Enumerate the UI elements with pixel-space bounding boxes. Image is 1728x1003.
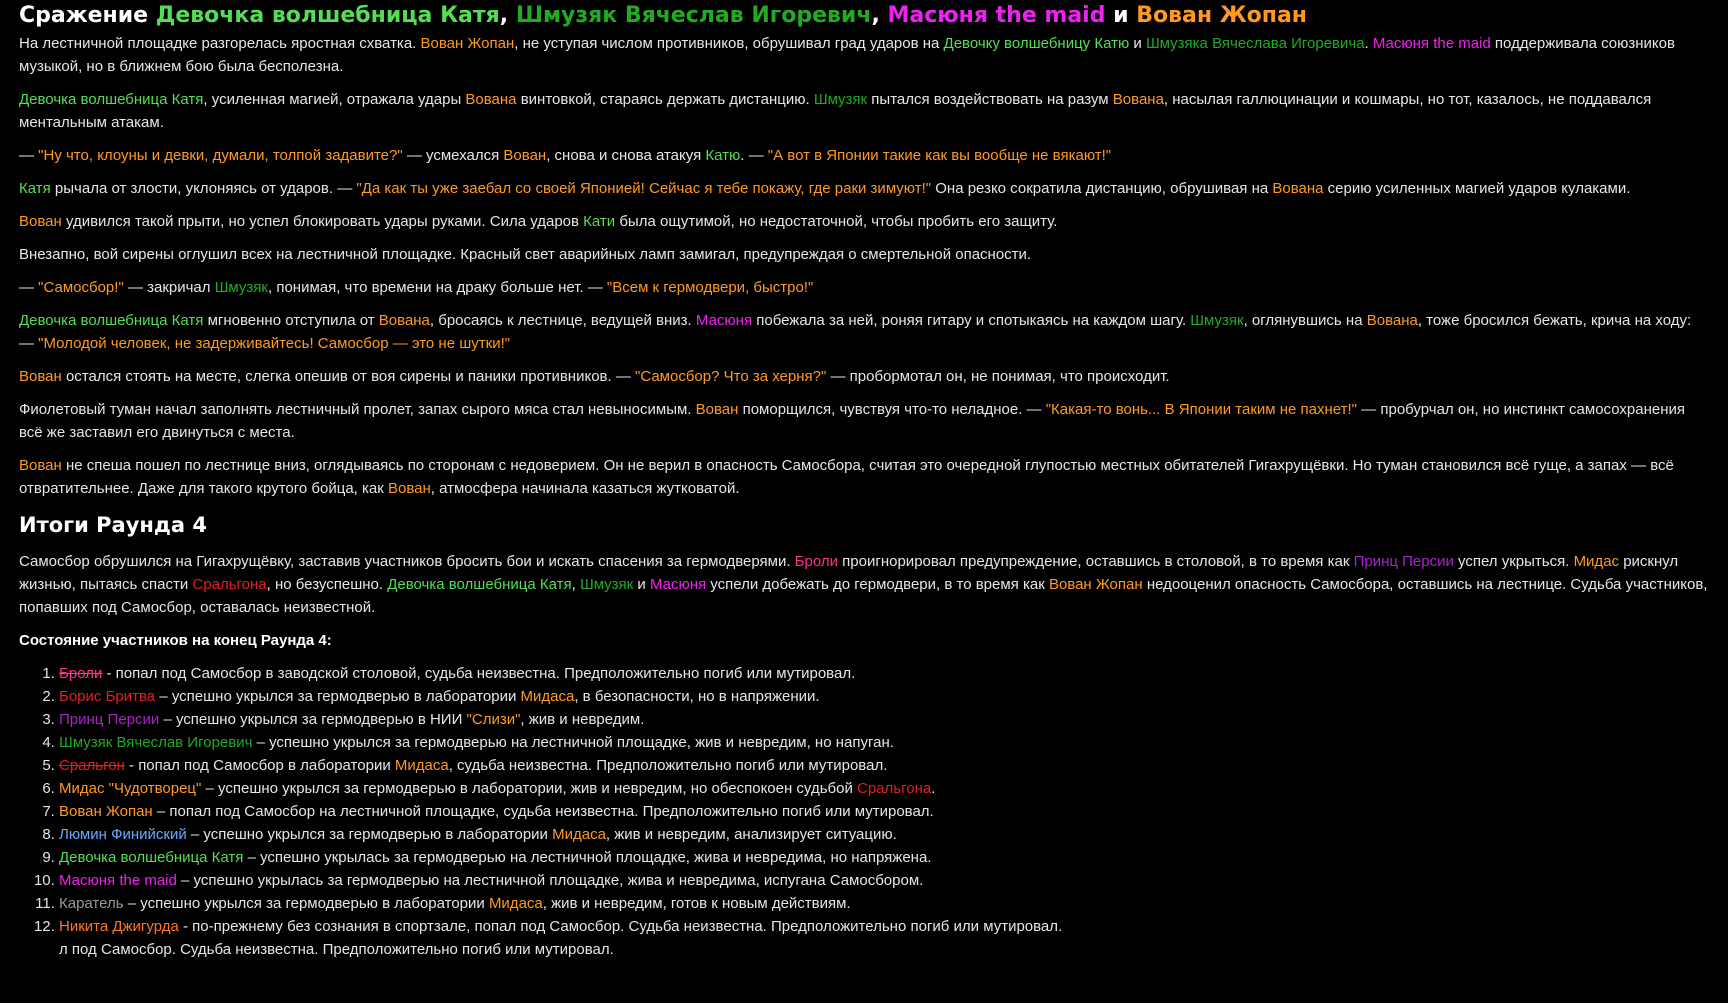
- name-vovan: "Да как ты уже заебал со своей Японией! Сейчас я тебе покажу, где раки зимуют!": [356, 180, 932, 197]
- text-fragment: —: [19, 147, 39, 164]
- name-vovan: Вован Жопан: [420, 35, 515, 52]
- text-fragment: – успешно укрылся за гермодверью в лаборатории: [186, 826, 553, 843]
- text-fragment: — усмехался: [402, 147, 504, 164]
- narrative-paragraph: [19, 210, 1710, 233]
- name-shmuzyak: Шмузяк: [214, 279, 268, 296]
- name-vovan: Вован Жопан: [1048, 576, 1143, 593]
- narrative-paragraph: [19, 276, 1710, 299]
- text-fragment: На лестничной площадке разгорелась яростная схватка.: [19, 35, 421, 52]
- text-fragment: – успешно укрылся за гермодверью в НИИ: [159, 711, 467, 728]
- text-fragment: , оглянувшись на: [1243, 312, 1367, 329]
- participant-status-item: [59, 823, 1710, 846]
- name-katya: Девочка волшебница Катя: [19, 91, 204, 108]
- name-katya: Девочка волшебница Катя: [387, 576, 572, 593]
- text-fragment: ,: [499, 3, 516, 28]
- name-masyunya: Масюня: [695, 312, 753, 329]
- name-shmuzyak: Шмузяк Вячеслав Игоревич: [59, 734, 253, 751]
- text-fragment: рычала от злости, уклоняясь от ударов. —: [50, 180, 357, 197]
- name-vovan: "Самосбор? Что за херня?": [635, 368, 827, 385]
- text-fragment: – успешно укрылся за гермодверью в лаборатории, жив и невредим, но обеспокоен судьбой: [201, 780, 857, 797]
- name-broli: Броли: [794, 553, 839, 570]
- text-fragment: , понимая, что времени на драку больше нет. —: [267, 279, 607, 296]
- name-masyunya: Масюня: [649, 576, 707, 593]
- trailing-text: л под Самосбор. Судьба неизвестна. Предположительно погиб или мутировал.: [59, 941, 614, 958]
- text-fragment: остался стоять на месте, слегка опешив от воя сирены и паники противников. —: [61, 368, 636, 385]
- narrative-paragraph: [19, 454, 1710, 500]
- text-fragment: поддерживала союзников музыкой, но в ближнем бою была бесполезна.: [19, 35, 1675, 75]
- name-broli: Броли: [59, 665, 103, 682]
- name-sralgon: Сральгона: [857, 780, 932, 797]
- participant-status-item: [59, 915, 1710, 938]
- name-shmuzyak: Шмузяк: [1190, 312, 1244, 329]
- text-fragment: удивился такой прыти, но успел блокировать удары руками. Сила ударов: [61, 213, 584, 230]
- text-fragment: .: [1364, 35, 1373, 52]
- narrative-paragraph: [19, 144, 1710, 167]
- text-fragment: и: [1129, 35, 1146, 52]
- participant-status-item: [59, 754, 1710, 777]
- text-fragment: , судьба неизвестна. Предположительно погиб или мутировал.: [448, 757, 888, 774]
- text-fragment: мгновенно отступила от: [203, 312, 379, 329]
- name-vovan: "Самосбор!": [38, 279, 124, 296]
- text-fragment: — пробурчал он, но инстинкт самосохранения всё же заставил его двинуться с места.: [19, 401, 1685, 441]
- text-fragment: , жив и невредим, анализирует ситуацию.: [605, 826, 897, 843]
- text-fragment: Фиолетовый туман начал заполнять лестничный пролет, запах сырого мяса стал невыносимым.: [19, 401, 696, 418]
- participant-status-item: [59, 800, 1710, 823]
- name-vovan: Вован: [503, 147, 547, 164]
- name-vovan: Вован: [19, 457, 62, 474]
- participant-status-item: [59, 846, 1710, 869]
- text-fragment: – успешно укрылся за гермодверью в лаборатории: [155, 688, 521, 705]
- name-shmuzyak: Шмузяка Вячеслава Игоревича: [1145, 35, 1365, 52]
- name-vovan: Вован: [695, 401, 739, 418]
- text-fragment: Сражение: [19, 3, 156, 28]
- text-fragment: , атмосфера начинала казаться жутковатой.: [430, 480, 740, 497]
- round-results-title: Итоги Раунда 4: [19, 513, 207, 537]
- text-fragment: , насылая галлюцинации и кошмары, но тот, казалось, не поддавался ментальным атакам.: [19, 91, 1652, 131]
- text-fragment: и: [1105, 3, 1137, 28]
- text-fragment: серию усиленных магией ударов кулаками.: [1323, 180, 1631, 197]
- text-fragment: , в безопасности, но в напряжении.: [574, 688, 820, 705]
- text-fragment: – успешно укрылась за гермодверью на лестничной площадке, жива и невредима, но напряжена.: [243, 849, 932, 866]
- name-karatel: Каратель: [59, 895, 124, 912]
- text-fragment: побежала за ней, роняя гитару и спотыкаясь на каждом шагу.: [752, 312, 1191, 329]
- text-fragment: - попал под Самосбор в лаборатории: [124, 757, 395, 774]
- text-fragment: — закричал: [123, 279, 215, 296]
- name-vovan: Вован: [19, 213, 62, 230]
- name-vovan: "Ну что, клоуны и девки, думали, толпой задавите?": [38, 147, 403, 164]
- battle-title: [19, 0, 1710, 32]
- text-fragment: – успешно укрылась за гермодверью на лестничной площадке, жива и невредима, испугана Самосбором.: [176, 872, 924, 889]
- name-boris: Борис Бритва: [59, 688, 156, 705]
- name-shmuzyak: Шмузяк: [813, 91, 868, 108]
- text-fragment: , снова и снова атакуя: [546, 147, 706, 164]
- text-fragment: была ощутимой, но недостаточной, чтобы пробить его защиту.: [615, 213, 1058, 230]
- text-fragment: — пробормотал он, не понимая, что происходит.: [826, 368, 1170, 385]
- text-fragment: , тоже бросился бежать, крича на ходу: —: [19, 312, 1692, 352]
- name-vovan: Вован: [19, 368, 62, 385]
- text-fragment: поморщился, чувствуя что-то неладное. —: [738, 401, 1046, 418]
- text-fragment: . —: [740, 147, 768, 164]
- name-masyunya: Масюня the maid: [1372, 35, 1491, 52]
- participant-status-item: [59, 731, 1710, 754]
- name-vovan: Вован: [387, 480, 431, 497]
- text-fragment: ,: [871, 3, 888, 28]
- name-masyunya: Масюня the maid: [59, 872, 177, 889]
- name-vovan: Вована: [465, 91, 517, 108]
- participant-status-item: [59, 685, 1710, 708]
- name-katya: Девочка волшебница Катя: [59, 849, 244, 866]
- name-vovan: "Слизи": [466, 711, 521, 728]
- name-katya: Катю: [705, 147, 741, 164]
- text-fragment: недооценил опасность Самосбора, оставшись на лестнице. Судьба участников, попавших под Самосбор, оставалась неизвестной.: [19, 576, 1708, 616]
- name-katya: Кати: [583, 213, 616, 230]
- status-heading: Состояние участников на конец Раунда 4:: [19, 632, 332, 649]
- narrative-paragraph: [19, 32, 1710, 78]
- participant-status-item: [59, 892, 1710, 915]
- participant-status-item: [59, 708, 1710, 731]
- text-fragment: винтовкой, стараясь держать дистанцию.: [516, 91, 814, 108]
- narrative-paragraph: [19, 398, 1710, 444]
- name-midas: Мидаса: [394, 757, 449, 774]
- name-vovan: Вован Жопан: [59, 803, 153, 820]
- name-vovan: "Всем к гермодвери, быстро!": [606, 279, 814, 296]
- participant-status-item: [59, 869, 1710, 892]
- participant-status-list: [19, 662, 1710, 938]
- text-fragment: ,: [571, 576, 580, 593]
- text-fragment: , усиленная магией, отражала удары: [203, 91, 466, 108]
- text-fragment: проигнорировал предупреждение, оставшись в столовой, в то время как: [838, 553, 1354, 570]
- battle-narrative: [19, 32, 1710, 500]
- name-katya: Девочка волшебница Катя: [155, 3, 500, 28]
- text-fragment: и: [633, 576, 650, 593]
- participant-status-item: [59, 777, 1710, 800]
- name-vovan: Вована: [1112, 91, 1164, 108]
- name-vovan: "Какая-то вонь... В Японии таким не пахнет!": [1045, 401, 1358, 418]
- name-midas: Мидас: [1573, 553, 1620, 570]
- narrative-paragraph: [19, 365, 1710, 388]
- name-vovan: "А вот в Японии такие как вы вообще не вякают!": [767, 147, 1112, 164]
- text-fragment: - по-прежнему без сознания в спортзале, попал под Самосбор. Судьба неизвестна. Предположительно погиб или мутировал.: [178, 918, 1063, 935]
- text-fragment: успели добежать до гермодвери, в то время как: [706, 576, 1049, 593]
- text-fragment: .: [931, 780, 936, 797]
- text-fragment: – успешно укрылся за гермодверью на лестничной площадке, жив и невредим, но напуган.: [252, 734, 894, 751]
- narrative-paragraph: [19, 243, 1710, 266]
- name-midas: Мидас "Чудотворец": [59, 780, 202, 797]
- text-fragment: —: [19, 279, 39, 296]
- name-vovan: Вована: [1366, 312, 1418, 329]
- name-vovan: Вована: [1272, 180, 1324, 197]
- text-fragment: успел укрыться.: [1453, 553, 1574, 570]
- text-fragment: Она резко сократила дистанцию, обрушивая на: [931, 180, 1273, 197]
- text-fragment: , не уступая числом противников, обрушивал град ударов на: [514, 35, 944, 52]
- text-fragment: , жив и невредим.: [520, 711, 645, 728]
- text-fragment: Самосбор обрушился на Гигахрущёвку, заставив участников бросить бои и искать спасения за гермодверями.: [19, 553, 795, 570]
- name-sralgon: Сральгон: [59, 757, 125, 774]
- name-vovan: "Молодой человек, не задерживайтесь! Самосбор — это не шутки!": [38, 335, 511, 352]
- name-sralgon: Сральгона: [192, 576, 267, 593]
- name-vovan: Вована: [378, 312, 430, 329]
- name-katya: Катя: [19, 180, 51, 197]
- name-midas: Мидаса: [520, 688, 575, 705]
- name-midas: Мидаса: [552, 826, 606, 843]
- name-masyunya: Масюня the maid: [887, 3, 1106, 28]
- narrative-paragraph: [19, 177, 1710, 200]
- text-fragment: рискнул жизнью, пытаясь спасти: [19, 553, 1679, 593]
- text-fragment: , бросаясь к лестнице, ведущей вниз.: [429, 312, 696, 329]
- name-prince: Принц Персии: [1353, 553, 1454, 570]
- name-shmuzyak: Шмузяк: [579, 576, 634, 593]
- text-fragment: пытался воздействовать на разум: [867, 91, 1113, 108]
- text-fragment: – успешно укрылся за гермодверью в лаборатории: [123, 895, 489, 912]
- name-katya: Девочку волшебницу Катю: [943, 35, 1130, 52]
- name-vovan: Вован Жопан: [1136, 3, 1308, 28]
- round-summary: [19, 550, 1710, 619]
- name-shmuzyak: Шмузяк Вячеслав Игоревич: [515, 3, 872, 28]
- text-fragment: Внезапно, вой сирены оглушил всех на лестничной площадке. Красный свет аварийных ламп замигал, предупреждая о смертельной опасности.: [19, 246, 1032, 263]
- participant-status-item: [59, 662, 1710, 685]
- text-fragment: - попал под Самосбор в заводской столовой, судьба неизвестна. Предположительно погиб или мутировал.: [102, 665, 856, 682]
- name-prince: Принц Персии: [59, 711, 160, 728]
- text-fragment: , жив и невредим, готов к новым действиям.: [542, 895, 851, 912]
- narrative-paragraph: [19, 88, 1710, 134]
- text-fragment: – попал под Самосбор на лестничной площадке, судьба неизвестна. Предположительно погиб или мутировал.: [152, 803, 934, 820]
- name-midas: Мидаса: [488, 895, 543, 912]
- name-lyumin: Люмин Финийский: [59, 826, 187, 843]
- text-fragment: не спеша пошел по лестнице вниз, оглядываясь по сторонам с недоверием. Он не верил в опасность Самосбора, считая это очередной глупостью местных обитателей Гигахрущёвки. Но туман становился всё гуще, а запах — всё отвратительнее. Даже для такого крутого бойца, как: [19, 457, 1674, 497]
- name-katya: Девочка волшебница Катя: [19, 312, 204, 329]
- narrative-paragraph: [19, 309, 1710, 355]
- name-nikita: Никита Джигурда: [59, 918, 179, 935]
- text-fragment: , но безуспешно.: [266, 576, 388, 593]
